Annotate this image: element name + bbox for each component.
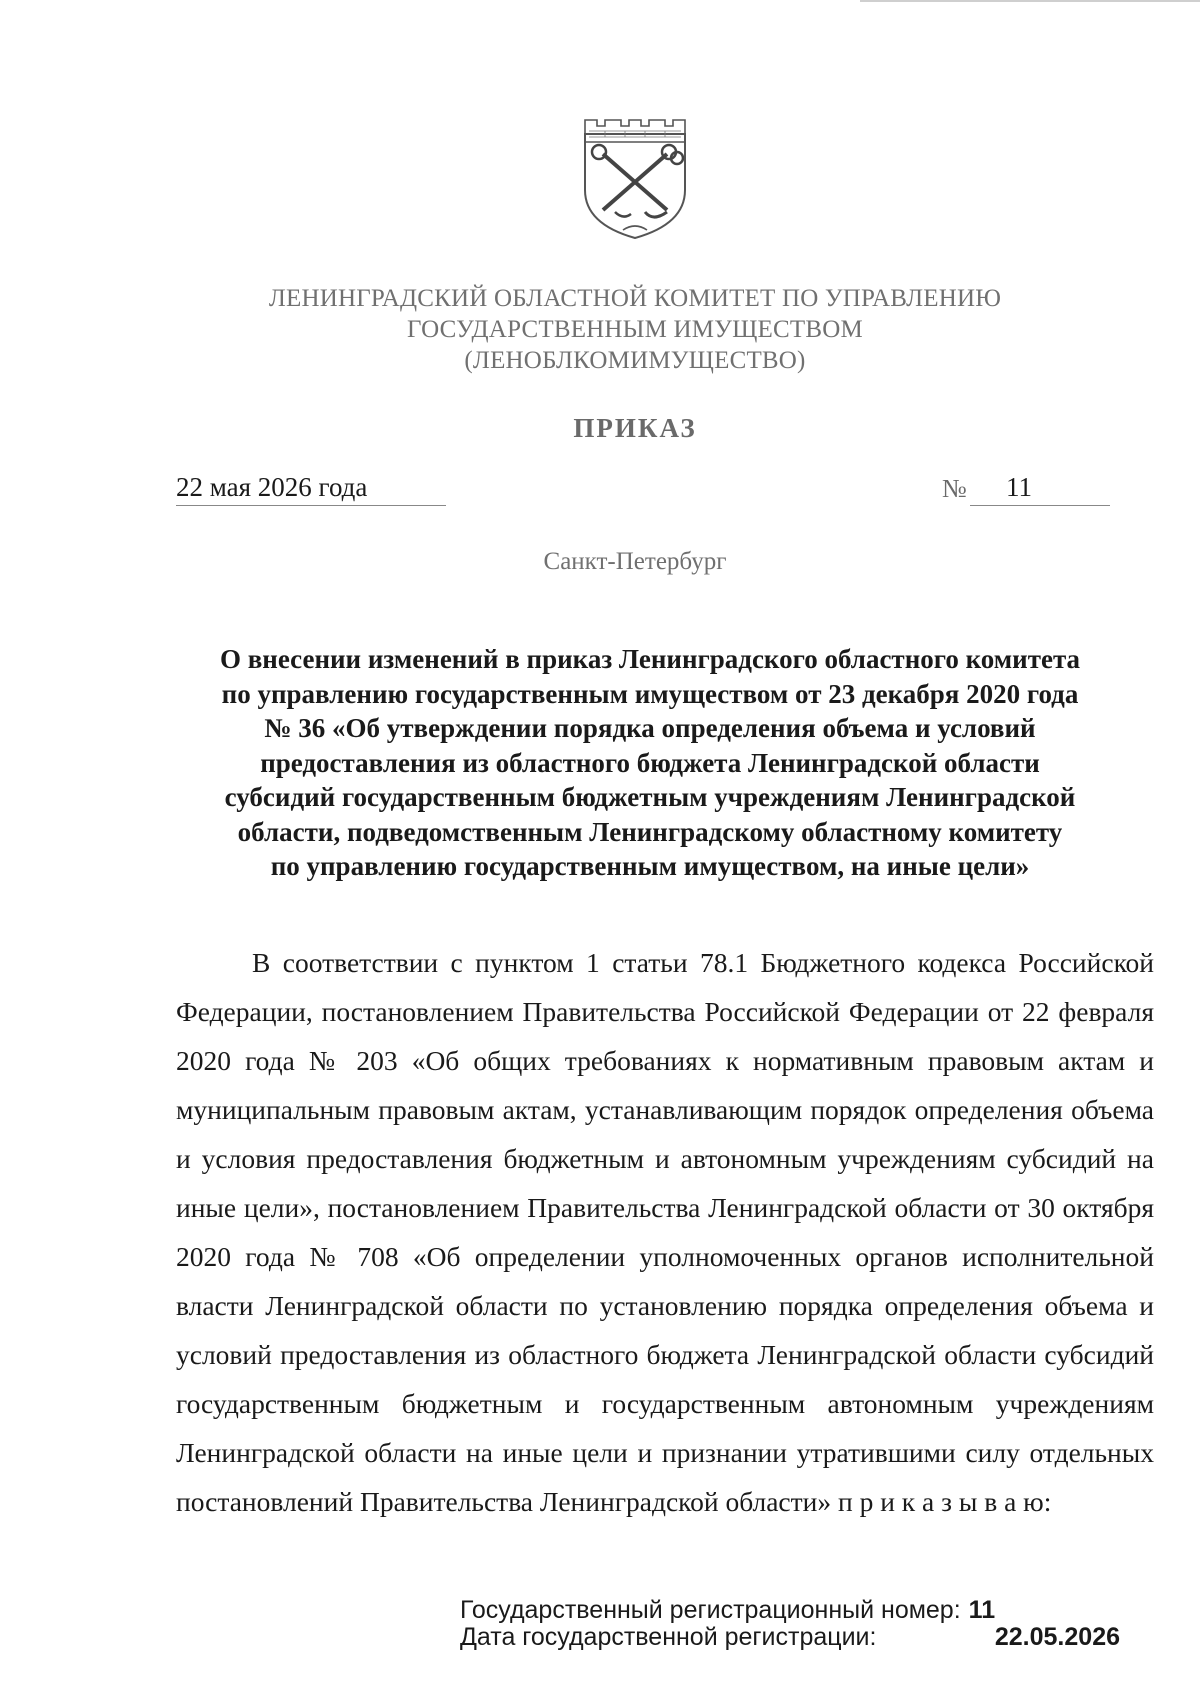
order-date: 22 мая 2026 года	[176, 472, 446, 506]
scan-edge-line	[860, 0, 1200, 2]
heading-line-6: области, подведомственным Ленинградскому областному комитету	[237, 816, 1063, 847]
heading-line-2: по управлению государственным имуществом от 23 декабря 2020 года	[221, 678, 1079, 709]
heading-line-4: предоставления из областного бюджета Ленинградской области	[260, 747, 1040, 778]
preamble-paragraph: В соответствии с пунктом 1 статьи 78.1 Бюджетного кодекса Российской Федерации, постановлением Правительства Российской Федерации от 22 февраля 2020 года № 203 «Об общих требованиях к нормативным правовым актам и муниципальным правовым актам, устанавливающим порядок определения объема и условия предоставления бюджетным и автономным учреждениям субсидий на иные цели», постановлением Правительства Ленинградской области от 30 октября 2020 года № 708 «Об определении уполномоченных органов исполнительной власти Ленинградской области по установлению порядка определения объема и условий предоставления из областного бюджета Ленинградской области субсидий государственным бюджетным и государственным автономным учреждениям Ленинградской области на иные цели и признании утратившими силу отдельных постановлений Правительства Ленинградской области» п р и к а з ы в а ю:	[176, 947, 1154, 1517]
organization-line-1: ЛЕНИНГРАДСКИЙ ОБЛАСТНОЙ КОМИТЕТ ПО УПРАВЛЕНИЮ	[268, 285, 1002, 312]
number-sign: №	[942, 474, 967, 503]
coat-of-arms-icon	[575, 112, 695, 242]
heading-line-1: О внесении изменений в приказ Ленинградского областного комитета	[219, 644, 1081, 674]
order-number: 11	[970, 472, 1110, 506]
registration-number-label: Государственный регистрационный номер:	[460, 1596, 961, 1624]
heading-line-5: субсидий государственным бюджетным учреждениям Ленинградской	[224, 782, 1076, 812]
heading-line-7: по управлению государственным имуществом, на иные цели»	[270, 851, 1030, 881]
city-name: Санкт-Петербург	[543, 548, 727, 575]
organization-line-2: ГОСУДАРСТВЕННЫМ ИМУЩЕСТВОМ	[407, 316, 863, 343]
heading-line-3: № 36 «Об утверждении порядка определения объема и условий	[264, 713, 1036, 743]
order-heading	[190, 642, 1110, 884]
registration-number-value: 11	[968, 1596, 996, 1624]
registration-block	[460, 1597, 1120, 1651]
document-type-title: ПРИКАЗ	[573, 413, 697, 443]
organization-line-3: (ЛЕНОБЛКОМИМУЩЕСТВО)	[464, 347, 806, 374]
organization-name	[0, 283, 1200, 376]
registration-date-value: 22.05.2026	[994, 1623, 1120, 1651]
registration-date-label: Дата государственной регистрации:	[460, 1623, 877, 1651]
